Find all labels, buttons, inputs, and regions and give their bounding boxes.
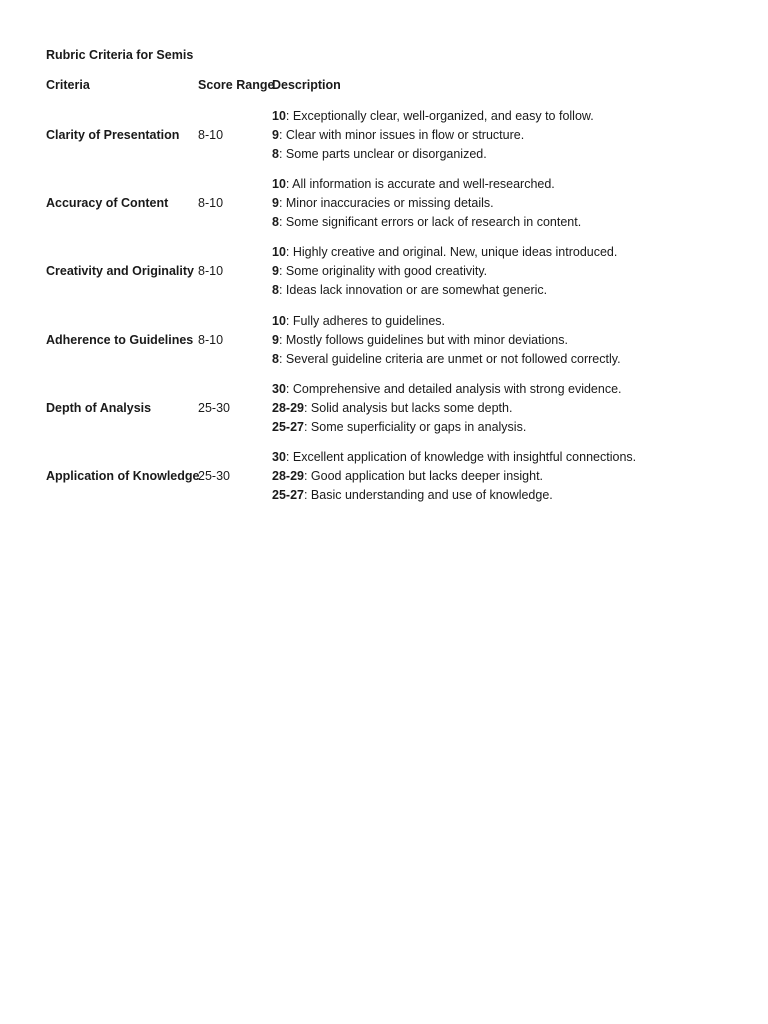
score-text: : Fully adheres to guidelines. [285,314,446,328]
score-label: 10 [272,314,286,328]
score-range-cell: 25-30 [198,401,230,415]
score-text: : Basic understanding and use of knowledge. [303,488,553,502]
score-label: 9 [272,333,279,347]
description-line [272,145,752,164]
table-row [0,175,768,232]
header-score-range: Score Range [198,78,275,92]
description-line [272,486,752,505]
description-cell [272,243,752,300]
description-cell [272,175,752,232]
score-text: : Several guideline criteria are unmet or not followed correctly. [278,352,621,366]
description-line [272,467,752,486]
table-row [0,312,768,369]
description-cell [272,312,752,369]
description-cell [272,107,752,164]
score-range-cell: 8-10 [198,264,224,278]
criteria-cell: Depth of Analysis [46,401,152,415]
score-text: : Some originality with good creativity. [278,264,488,278]
criteria-cell: Clarity of Presentation [46,128,180,142]
description-line [272,194,752,213]
description-line [272,213,752,232]
score-text: : Mostly follows guidelines but with minor deviations. [278,333,568,347]
score-text: : Some superficiality or gaps in analysis. [303,420,527,434]
table-row [0,107,768,164]
table-row [0,380,768,437]
score-label: 9 [272,128,279,142]
score-label: 28-29 [272,401,304,415]
score-text: : Highly creative and original. New, unique ideas introduced. [285,245,618,259]
score-text: : Exceptionally clear, well-organized, and easy to follow. [285,109,594,123]
description-line [272,243,752,262]
score-label: 9 [272,196,279,210]
description-cell [272,448,752,505]
criteria-cell: Adherence to Guidelines [46,333,194,347]
score-range-cell: 8-10 [198,333,224,347]
description-line [272,175,752,194]
score-text: : Comprehensive and detailed analysis with strong evidence. [285,382,622,396]
description-line [272,448,752,467]
header-criteria: Criteria [46,78,90,92]
score-text: : All information is accurate and well-researched. [285,177,555,191]
score-text: : Clear with minor issues in flow or structure. [278,128,525,142]
criteria-cell: Accuracy of Content [46,196,169,210]
score-label: 30 [272,450,286,464]
score-label: 10 [272,177,286,191]
table-row [0,243,768,300]
score-text: : Solid analysis but lacks some depth. [303,401,513,415]
score-range-cell: 25-30 [198,469,230,483]
score-label: 8 [272,215,279,229]
score-range-cell: 8-10 [198,196,224,210]
description-line [272,418,752,437]
description-cell [272,380,752,437]
score-label: 10 [272,245,286,259]
description-line [272,126,752,145]
score-label: 30 [272,382,286,396]
table-row [0,448,768,505]
score-label: 8 [272,283,279,297]
description-line [272,281,752,300]
score-label: 8 [272,352,279,366]
header-description: Description [272,78,341,92]
criteria-cell: Application of Knowledge [46,469,200,483]
score-range-cell: 8-10 [198,128,224,142]
score-text: : Excellent application of knowledge with insightful connections. [285,450,637,464]
description-line [272,262,752,281]
description-line [272,399,752,418]
criteria-cell: Creativity and Originality [46,264,194,278]
score-text: : Good application but lacks deeper insight. [303,469,544,483]
score-label: 9 [272,264,279,278]
score-text: : Some significant errors or lack of research in content. [278,215,582,229]
description-line [272,107,752,126]
description-line [272,350,752,369]
description-line [272,312,752,331]
score-label: 28-29 [272,469,304,483]
score-label: 25-27 [272,420,304,434]
score-text: : Some parts unclear or disorganized. [278,147,487,161]
score-label: 25-27 [272,488,304,502]
score-label: 10 [272,109,286,123]
score-text: : Ideas lack innovation or are somewhat generic. [278,283,548,297]
description-line [272,331,752,350]
table-header-row [0,77,768,93]
score-label: 8 [272,147,279,161]
document-title: Rubric Criteria for Semis [46,48,194,62]
score-text: : Minor inaccuracies or missing details. [278,196,494,210]
description-line [272,380,752,399]
